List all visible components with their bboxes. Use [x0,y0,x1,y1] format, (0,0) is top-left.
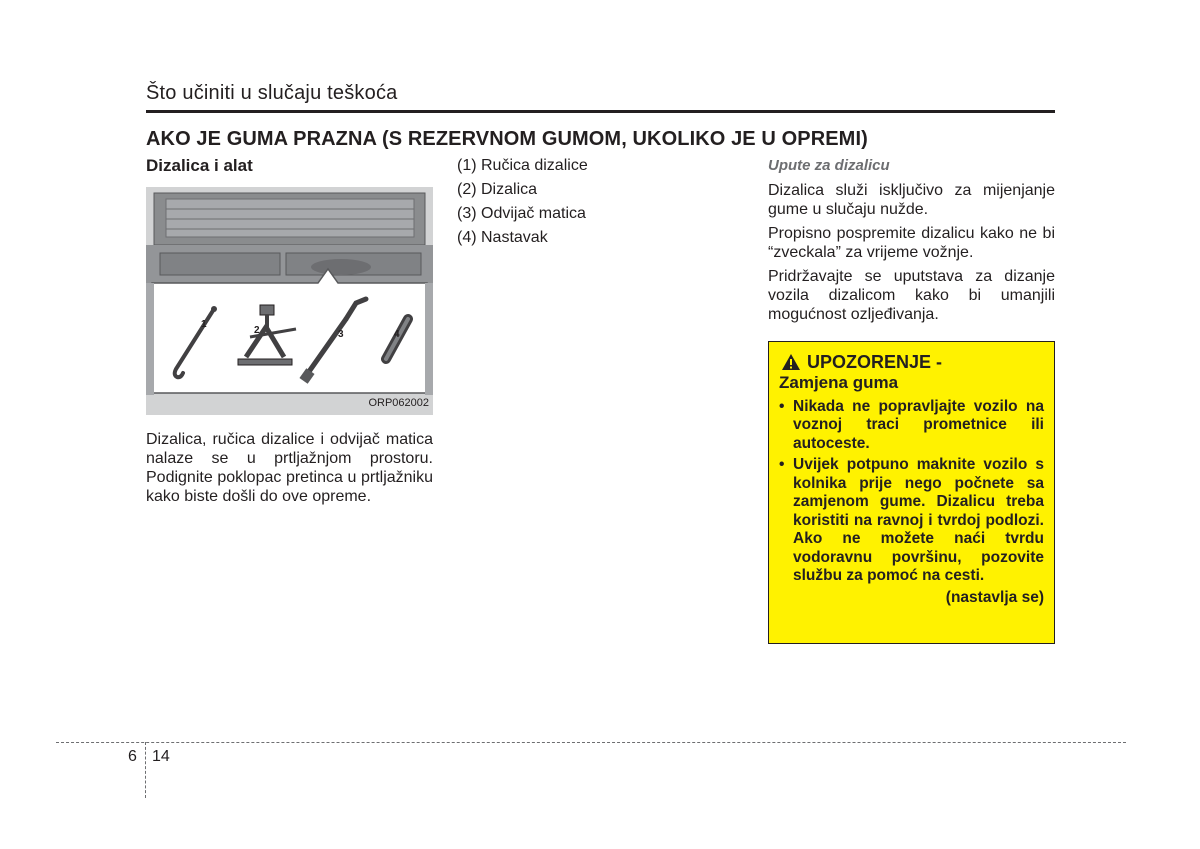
warning-bullet: • Uvijek potpuno maknite vozilo s kolnika prije nego počnete sa zamjenom gume. Dizalicu treba koristiti na ravnoj i tvrdoj podlozi. Ako ne možete naći tvrdu vodoravnu površinu, pozovite službu za pomoć na cesti. [779,456,1044,586]
list-item: (1) Ručica dizalice [457,157,588,174]
jack-location-paragraph: Dizalica, ručica dizalice i odvijač matica nalaze se u prtljažnjom prostoru. Podignite poklopac pretinca u prtljažniku kako biste došli do ove opreme. [146,431,433,505]
callout-4: 4 [394,329,400,340]
page-number: 14 [152,748,170,765]
trunk-illustration [146,187,433,415]
subheading-jack-instructions: Upute za dizalicu [768,157,890,174]
warning-box [768,341,1055,644]
left-column [146,156,433,506]
middle-column [457,156,737,252]
list-item: (3) Odvijač matica [457,205,586,222]
chapter-heading: AKO JE GUMA PRAZNA (S REZERVNOM GUMOM, UKOLIKO JE U OPREMI) [146,128,868,150]
callout-1: 1 [201,319,207,330]
callout-3: 3 [338,329,344,340]
warning-title: Zamjena guma [779,373,899,392]
warning-label: UPOZORENJE - [807,352,943,372]
warning-list [779,398,1044,586]
header-rule [146,110,1055,113]
right-column [768,156,1055,329]
warning-header [779,352,1044,372]
footer-divider [145,742,146,798]
instruction-paragraph: Pridržavajte se uputstava za dizanje vozila dizalicom kako bi umanjili mogućnost ozljeđivanja. [768,268,1055,323]
warning-bullet: • Nikada ne popravljajte vozilo na voznoj traci prometnice ili autoceste. [779,398,1044,454]
list-item: (2) Dizalica [457,181,538,198]
figure-code: ORP062002 [368,397,429,409]
section-title: Što učiniti u slučaju teškoća [146,82,398,104]
footer-rule [56,742,1126,743]
callout-2: 2 [254,325,260,336]
list-item: (4) Nastavak [457,229,548,246]
instruction-paragraph: Dizalica služi isključivo za mijenjanje gume u slučaju nužde. [768,182,1055,218]
warning-triangle-icon [781,353,801,371]
continued-note: (nastavlja se) [945,588,1044,606]
jack-tools-figure [146,187,433,415]
instruction-paragraph: Propisno pospremite dizalicu kako ne bi “zveckala” za vrijeme vožnje. [768,225,1055,261]
subheading-jack-tools: Dizalica i alat [146,156,253,175]
chapter-number: 6 [128,748,137,765]
